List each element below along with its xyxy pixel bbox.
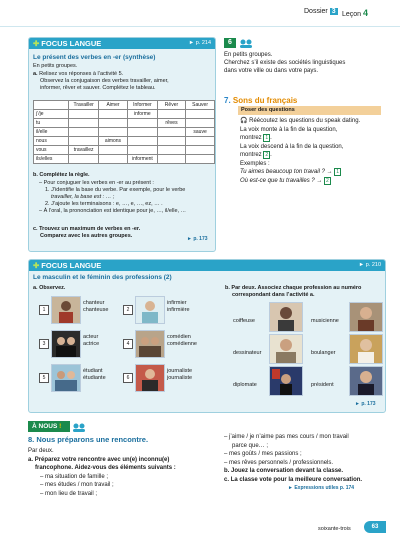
- hairdresser-photo: [269, 302, 303, 332]
- table-row: ils/elles informent: [34, 155, 215, 164]
- cartoonist-photo: [269, 334, 303, 364]
- instruction-b: b. Par deux. Associez chaque profession au numéro correspondant dans l’activité a.: [225, 285, 362, 298]
- table-row: nous aimons: [34, 137, 215, 146]
- lecon-label: Leçon 4: [342, 8, 369, 18]
- instruction-c: c. Trouvez un maximum de verbes en -er. Comparez avec les autres groupes.: [33, 226, 141, 239]
- nurse-photo: [135, 296, 165, 324]
- president-photo: [349, 366, 383, 396]
- page-ref[interactable]: ► p. 214: [188, 40, 211, 46]
- section-7-text: 🎧 Réécoutez les questions du speak dating. La voix monte à la fin de la question, montrez 1 . La voix descend à la fin de la question, montrez 2 . Exemples : Tu aimes beaucoup ton travail ? → 1 Où est-ce que tu travailles ? → 2: [240, 118, 361, 184]
- page-ref-link[interactable]: ► p. 173: [355, 401, 376, 407]
- subtitle: Le masculin et le féminin des professions (2): [33, 274, 172, 281]
- job-label: président: [311, 382, 334, 388]
- table-row: il/elle sauve: [34, 128, 215, 137]
- page-ref[interactable]: ► p. 210: [358, 262, 381, 268]
- musician-photo: [349, 302, 383, 332]
- singer-photo: [51, 296, 81, 324]
- audio-icon[interactable]: 🎧 Réécoutez les questions du speak dating.: [240, 118, 361, 124]
- plus-icon: ✚: [33, 39, 40, 48]
- diplomat-photo: [269, 366, 303, 396]
- expressions-ref-link[interactable]: ► Expressions utiles p. 174: [288, 485, 355, 491]
- instruction-b: b. Complétez la règle.: [33, 172, 90, 178]
- instruction-a: a. Relisez vos réponses à l’activité 5. Observez la conjugaison des verbes travailler, aimer, informer, rêver et sauver. Complétez le tableau.: [33, 71, 169, 91]
- job-label: diplomate: [233, 382, 257, 388]
- page-words: soixante-trois: [318, 526, 351, 532]
- activity-8-right: – j’aime / je n’aime pas mes cours / mon travail parce que… ; – mes goûts / mes passions ; – mes rêves personnels / professionnels. b. Jouez la conversation devant la classe. c. La classe vote pour la meilleure conversation.: [224, 434, 363, 483]
- activity-8-title: 8. Nous préparons une rencontre.: [28, 435, 149, 444]
- section-7-title: 7. Sons du français: [224, 96, 298, 105]
- table-row: vous travaillez: [34, 146, 215, 155]
- group-icon: [72, 422, 88, 432]
- rule-text: – Pour conjuguer les verbes en -er au présent : 1. J’identifie la base du verbe. Par exemple, pour le verbe travailler, la base est : … ; 2. J’ajoute les terminaisons : e, …, e, …, ez, … . – À l’oral, la prononciation est identique pour je, …, il/elle, …: [39, 180, 187, 214]
- focus-langue-professions: ✚ FOCUS LANGUE ► p. 210 Le masculin et le féminin des professions (2) a. Observez. 1 chanteur chanteuse 3 acteur actrice 5 étudiant étudiante 2 infirmier infirmière 4 comédien comédienne 6 journaliste journaliste b. Par deux. Associez chaque profession au numéro correspondant dans l’activité a. coiffeuse musicienne dessinateur boulanger diplomate président ► p. 173: [28, 259, 386, 413]
- instruction-a: a. Observez.: [33, 285, 66, 291]
- actor-photo: [51, 330, 81, 358]
- badge-2: 2: [265, 152, 269, 158]
- a-nous-banner: À NOUS !: [28, 421, 70, 432]
- job-label: musicienne: [311, 318, 339, 324]
- table-header-row: Travailler Aimer Informer Rêver Sauver: [34, 101, 215, 110]
- job-label: coiffeuse: [233, 318, 255, 324]
- table-row: j’/je informe: [34, 110, 215, 119]
- header-rule: [0, 26, 400, 27]
- activity-number: 6: [224, 38, 236, 48]
- lecon-number: 4: [363, 8, 369, 18]
- pronunciation-box-title: Poser des questions: [238, 106, 381, 115]
- journalist-photo: [135, 364, 165, 392]
- plus-icon: ✚: [33, 261, 40, 270]
- job-label: boulanger: [311, 350, 336, 356]
- subtitle: Le présent des verbes en -er (synthèse): [33, 54, 156, 61]
- students-photo: [51, 364, 81, 392]
- intro: En petits groupes.: [33, 63, 78, 69]
- focus-title-bar: ✚ FOCUS LANGUE ► p. 210: [29, 260, 385, 271]
- page-number: 63: [364, 521, 386, 533]
- badge-1: 1: [265, 135, 269, 141]
- comedian-photo: [135, 330, 165, 358]
- job-label: dessinateur: [233, 350, 262, 356]
- focus-title-bar: ✚ FOCUS LANGUE ► p. 214: [29, 38, 215, 49]
- baker-photo: [349, 334, 383, 364]
- activity-6-text: En petits groupes. Cherchez s’il existe des sociétés linguistiques dans votre ville ou dans votre pays.: [224, 52, 346, 74]
- dossier-number: 3: [331, 8, 336, 15]
- table-row: tu rêves: [34, 119, 215, 128]
- conjugation-table: [33, 100, 215, 164]
- group-icon: [239, 38, 255, 48]
- activity-8-text: Par deux. a. Préparez votre rencontre avec un(e) inconnu(e) francophone. Aidez-vous des éléments suivants : – ma situation de famille ; – mes études / mon travail ; – mon lieu de travail ;: [28, 448, 176, 497]
- focus-langue-verbs: [28, 37, 216, 252]
- page-ref-link[interactable]: ► p. 173: [187, 236, 208, 242]
- dossier-label: Dossier 3: [304, 8, 336, 15]
